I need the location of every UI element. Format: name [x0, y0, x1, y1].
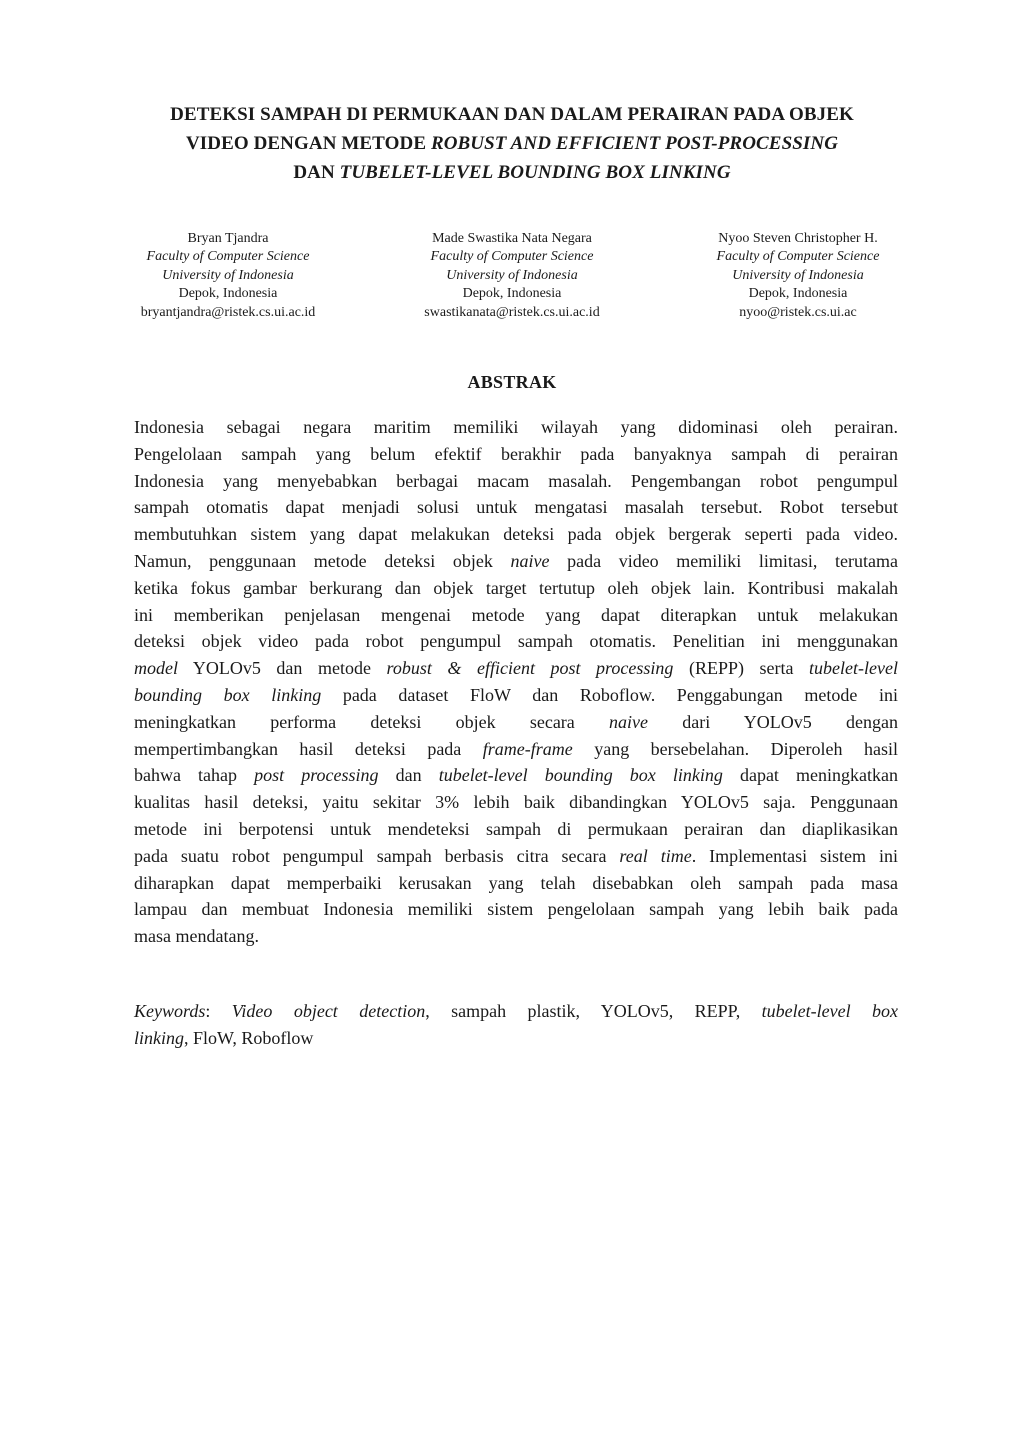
abstract-line: mempertimbangkan hasil deteksi pada frame-frame yang bersebelahan. Diperoleh hasil — [134, 738, 898, 759]
abstract-line: lampau dan membuat Indonesia memiliki sistem pengelolaan sampah yang lebih baik pada — [134, 899, 898, 920]
author-name: Bryan Tjandra — [187, 231, 269, 246]
author-block — [362, 230, 662, 322]
title-line-1: DETEKSI SAMPAH DI PERMUKAAN DAN DALAM PERAIRAN PADA OBJEK — [170, 104, 854, 125]
author-name: Made Swastika Nata Negara — [432, 231, 592, 246]
author-location: Depok, Indonesia — [462, 286, 562, 302]
keywords-line: Keywords: Video object detection, sampah plastik, YOLOv5, REPP, tubelet-level box — [134, 1001, 898, 1021]
abstract-body — [134, 414, 898, 950]
author-block — [78, 230, 378, 322]
author-location: Depok, Indonesia — [748, 286, 848, 302]
abstract-line: kualitas hasil deteksi, yaitu sekitar 3% lebih baik dibandingkan YOLOv5 saja. Penggunaan — [134, 792, 898, 813]
abstract-line: metode ini berpotensi untuk mendeteksi sampah di permukaan perairan dan diaplikasikan — [134, 818, 898, 839]
author-faculty: Faculty of Computer Science — [430, 249, 594, 265]
title-line-3: DAN TUBELET-LEVEL BOUNDING BOX LINKING — [293, 162, 731, 183]
title-line-2: VIDEO DENGAN METODE ROBUST AND EFFICIENT POST-PROCESSING — [185, 133, 839, 154]
abstract-line: bounding box linking pada dataset FloW dan Roboflow. Penggabungan metode ini — [134, 684, 898, 705]
abstract-line: Pengelolaan sampah yang belum efektif berakhir pada banyaknya sampah di perairan — [134, 443, 898, 464]
author-email: nyoo@ristek.cs.ui.ac — [739, 304, 857, 320]
author-university: University of Indonesia — [162, 267, 294, 283]
abstract-line: diharapkan dapat memperbaiki kerusakan yang telah disebabkan oleh sampah pada masa — [134, 872, 898, 893]
abstract-line: Indonesia sebagai negara maritim memiliki wilayah yang didominasi oleh perairan. — [134, 417, 898, 437]
abstract-line: Namun, penggunaan metode deteksi objek naive pada video memiliki limitasi, terutama — [134, 550, 898, 571]
abstract-line: deteksi objek video pada robot pengumpul sampah otomatis. Penelitian ini menggunakan — [134, 631, 898, 652]
author-block — [648, 230, 948, 322]
abstract-line: model YOLOv5 dan metode robust & efficient post processing (REPP) serta tubelet-level — [134, 658, 898, 679]
keywords-section — [134, 998, 898, 1052]
author-email: swastikanata@ristek.cs.ui.ac.id — [424, 304, 600, 320]
abstract-line: sampah otomatis dapat menjadi solusi untuk mengatasi masalah tersebut. Robot tersebut — [134, 497, 898, 518]
author-faculty: Faculty of Computer Science — [146, 249, 310, 265]
keywords-line: linking, FloW, Roboflow — [134, 1027, 314, 1048]
abstract-line: bahwa tahap post processing dan tubelet-level bounding box linking dapat meningkatkan — [134, 765, 898, 786]
abstract-line: pada suatu robot pengumpul sampah berbasis citra secara real time. Implementasi sistem ini — [134, 845, 898, 866]
abstract-line: masa mendatang. — [134, 926, 259, 947]
abstract-line: ketika fokus gambar berkurang dan objek target tertutup oleh objek lain. Kontribusi makalah — [134, 577, 898, 598]
keywords-label: Keywords — [134, 1001, 206, 1021]
abstract-line: membutuhkan sistem yang dapat melakukan deteksi pada objek bergerak seperti pada video. — [134, 524, 898, 545]
author-location: Depok, Indonesia — [178, 286, 278, 302]
author-name: Nyoo Steven Christopher H. — [718, 231, 878, 246]
author-faculty: Faculty of Computer Science — [716, 249, 880, 265]
abstract-line: meningkatkan performa deteksi objek secara naive dari YOLOv5 dengan — [134, 711, 898, 732]
abstract-heading: ABSTRAK — [467, 372, 557, 392]
author-university: University of Indonesia — [732, 267, 864, 283]
author-university: University of Indonesia — [446, 267, 578, 283]
abstract-line: Indonesia yang menyebabkan berbagai macam masalah. Pengembangan robot pengumpul — [134, 470, 898, 491]
paper-title — [120, 100, 904, 187]
abstract-line: ini memberikan penjelasan mengenai metode yang dapat diterapkan untuk melakukan — [134, 604, 898, 625]
author-email: bryantjandra@ristek.cs.ui.ac.id — [140, 304, 316, 320]
